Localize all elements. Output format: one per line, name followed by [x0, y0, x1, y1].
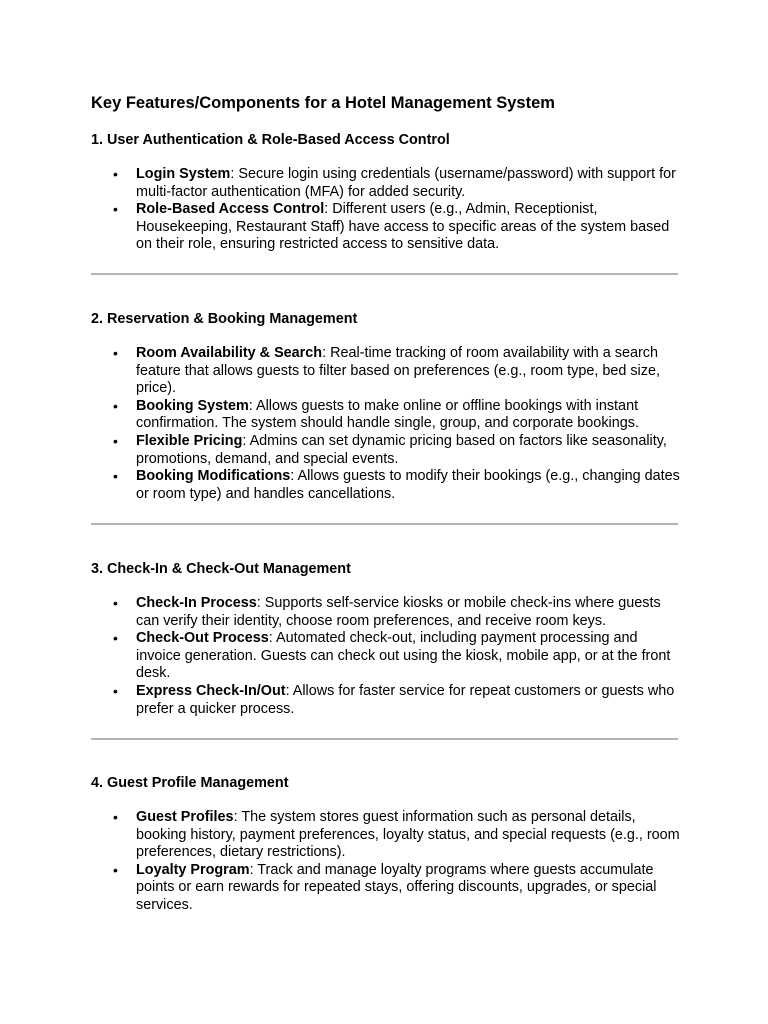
bullet-icon: • [113, 682, 118, 699]
item-text: : Secure login using credentials (username/password) with support for multi-factor authentication (MFA) for added security. [136, 166, 676, 200]
bullet-icon: • [113, 809, 118, 825]
bullet-icon: • [113, 595, 118, 611]
bullet-icon: • [113, 345, 118, 361]
horizontal-divider [91, 273, 678, 275]
horizontal-divider [91, 523, 678, 525]
item-term: Role-Based Access Control [136, 201, 325, 218]
list-item [91, 862, 681, 915]
item-text: : The system stores guest information such as personal details, booking history, payment preferences, loyalty status, and special requests (e.g., room preferences, dietary restrictions). [136, 809, 680, 861]
list-item [91, 345, 681, 398]
item-text: : Allows guests to modify their bookings (e.g., changing dates or room type) and handles cancellations. [136, 468, 680, 502]
bullet-icon: • [113, 397, 118, 414]
section-heading: 2. Reservation & Booking Management [91, 311, 358, 327]
bullet-list [91, 166, 681, 254]
list-item [91, 595, 681, 630]
section-guest-profile [91, 774, 681, 915]
list-item [91, 468, 681, 503]
section-user-authentication [91, 131, 681, 254]
item-term: Booking System [136, 397, 249, 414]
horizontal-divider [91, 738, 678, 740]
bullet-list [91, 595, 681, 718]
item-text: : Admins can set dynamic pricing based on factors like seasonality, promotions, demand, and special events. [136, 432, 667, 467]
item-term: Guest Profiles [136, 809, 234, 825]
list-item [91, 433, 681, 468]
item-text: : Track and manage loyalty programs where guests accumulate points or earn rewards for repeated stays, offering discounts, upgrades, or special services. [136, 861, 657, 913]
item-text: : Supports self-service kiosks or mobile check-ins where guests can verify their identity, choose room preferences, and receive room keys. [136, 595, 661, 629]
bullet-icon: • [113, 201, 118, 218]
list-item [91, 166, 681, 201]
item-term: Loyalty Program [136, 861, 250, 878]
list-item [91, 630, 681, 683]
bullet-icon: • [113, 432, 118, 449]
bullet-list [91, 809, 681, 915]
bullet-icon: • [113, 861, 118, 878]
item-term: Express Check-In/Out [136, 682, 286, 699]
document-title: Key Features/Components for a Hotel Management System [91, 94, 555, 112]
list-item [91, 201, 681, 254]
item-text: : Allows for faster service for repeat customers or guests who prefer a quicker process. [136, 682, 675, 717]
item-term: Check-Out Process [136, 630, 269, 647]
list-item [91, 809, 681, 862]
section-check-in-check-out [91, 560, 681, 718]
item-term: Check-In Process [136, 595, 257, 611]
item-text: : Real-time tracking of room availability with a search feature that allows guests to filter based on preferences (e.g., room type, bed size, price). [136, 345, 660, 397]
item-text: : Automated check-out, including payment processing and invoice generation. Guests can check out using the kiosk, mobile app, or at the front desk. [136, 630, 671, 682]
section-heading: 4. Guest Profile Management [91, 775, 289, 791]
bullet-icon: • [113, 630, 118, 647]
item-term: Booking Modifications [136, 468, 291, 485]
section-heading: 3. Check-In & Check-Out Management [91, 561, 351, 577]
item-term: Login System [136, 166, 231, 182]
item-term: Room Availability & Search [136, 345, 323, 361]
item-text: : Different users (e.g., Admin, Receptionist, Housekeeping, Restaurant Staff) have access to specific areas of the system based on their role, ensuring restricted access to sensitive data. [136, 201, 670, 253]
item-term: Flexible Pricing [136, 432, 243, 449]
item-text: : Allows guests to make online or offline bookings with instant confirmation. The system should handle single, group, and corporate bookings. [136, 397, 639, 432]
bullet-list [91, 345, 681, 503]
bullet-icon: • [113, 166, 118, 182]
list-item [91, 683, 681, 718]
list-item [91, 398, 681, 433]
bullet-icon: • [113, 468, 118, 485]
section-heading: 1. User Authentication & Role-Based Access Control [91, 132, 450, 148]
section-reservation-booking [91, 310, 681, 503]
